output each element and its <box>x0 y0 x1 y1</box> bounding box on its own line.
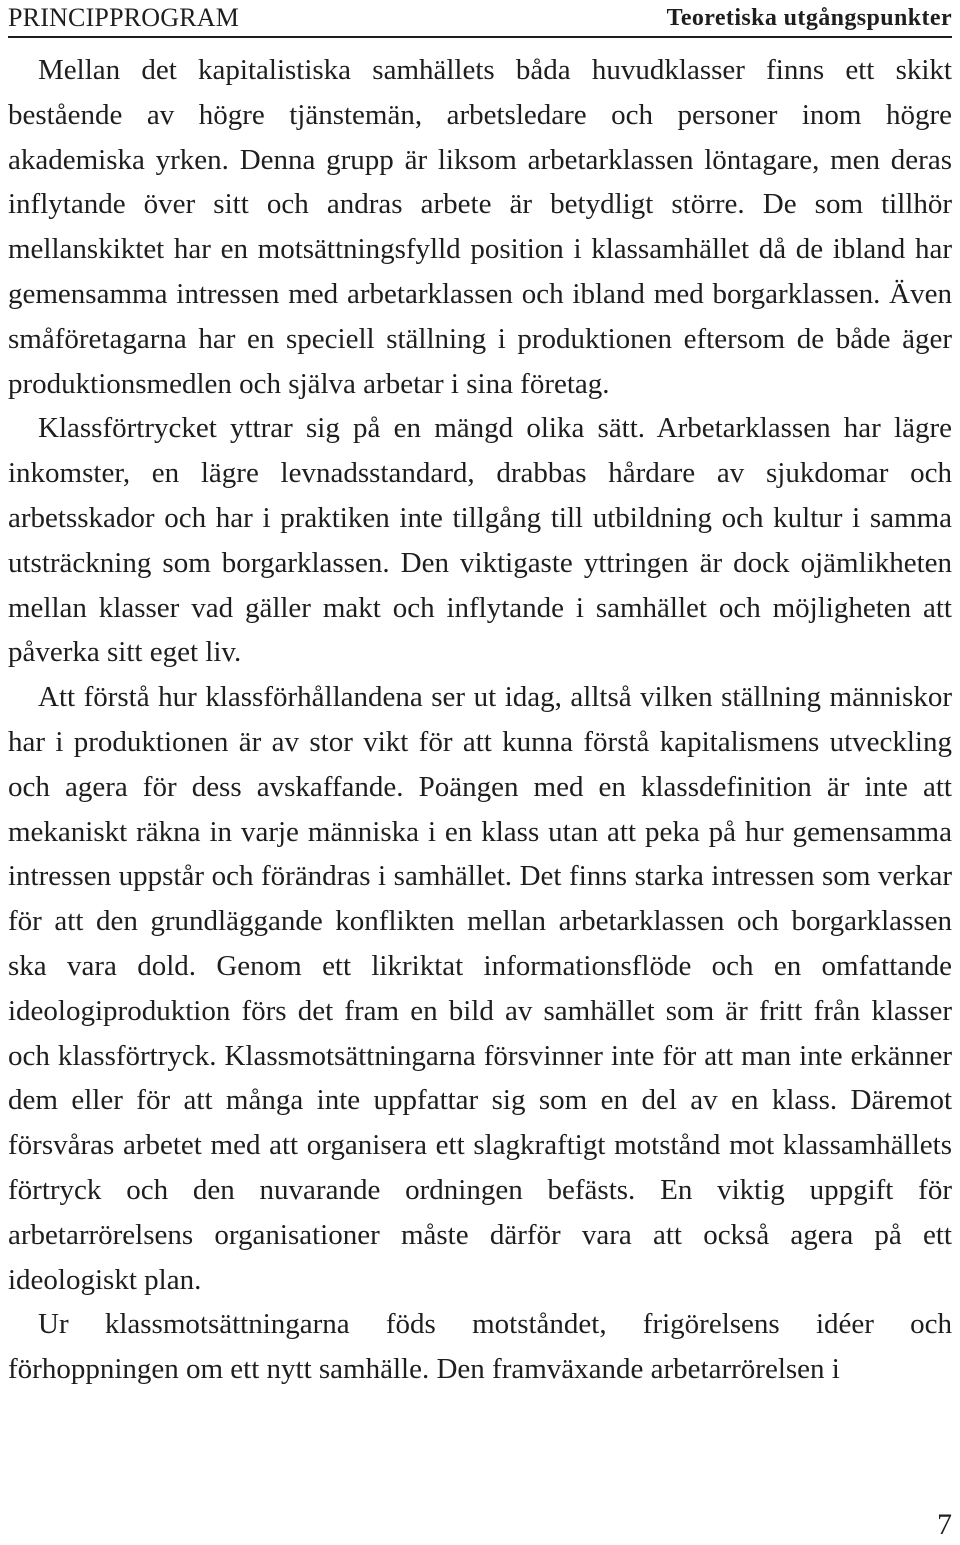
page-header <box>8 0 952 38</box>
paragraph-resistance: Ur klassmotsättningarna föds motståndet, frigörelsens idéer och förhoppningen om ett nytt samhälle. Den framväxande arbetarrörelsen i <box>8 1308 952 1386</box>
page-number: 7 <box>937 1508 952 1541</box>
running-header-section: Teoretiska utgångspunkter <box>666 5 952 31</box>
running-header-title: PRINCIPPROGRAM <box>8 3 240 32</box>
paragraph-class-oppression: Klassförtrycket yttrar sig på en mängd olika sätt. Arbetarklassen har lägre inkomster, en lägre levnadsstandard, drabbas hårdare av sjukdomar och arbetsskador och har i praktiken inte tillgång till utbildning och kultur i samma utsträckning som borgarklassen. Den viktigaste yttringen är dock ojämlikheten mellan klasser vad gäller makt och inflytande i samhället och möjligheten att påverka sitt eget liv. <box>8 412 952 669</box>
paragraph-class-relations: Att förstå hur klassförhållandena ser ut idag, alltså vilken ställning människor har i produktionen är av stor vikt för att kunna förstå kapitalismens utveckling och agera för dess avskaffande. Poängen med en klassdefinition är inte att mekaniskt räkna in varje människa i en klass utan att peka på hur gemensamma intressen uppstår och förändras i samhället. Det finns starka intressen som verkar för att den grundläggande konflikten mellan arbetarklassen och borgarklassen ska vara dold. Genom ett likriktat informationsflöde och en omfattande ideologiproduktion förs det fram en bild av samhället som är fritt från klasser och klassförtryck. Klassmotsättningarna försvinner inte för att man inte erkänner dem eller för att många inte uppfattar sig som en del av en klass. Däremot försvåras arbetet med att organisera ett slagkraftigt motstånd mot klassamhällets förtryck och den nuvarande ordningen befästs. En viktig uppgift för arbetarrörelsens organisationer måste därför vara att också agera på ett ideologiskt plan. <box>8 681 952 1296</box>
paragraph-middle-strata: Mellan det kapitalistiska samhällets båda huvudklasser finns ett skikt bestående av högre tjänstemän, arbetsledare och personer inom högre akademiska yrken. Denna grupp är liksom arbetarklassen löntagare, men deras inflytande över sitt och andras arbete är betydligt större. De som tillhör mellanskiktet har en motsättningsfylld position i klassamhället då de ibland har gemensamma intressen med arbetarklassen och ibland med borgarklassen. Även småföretagarna har en speciell ställning i produktionen eftersom de både äger produktionsmedlen och själva arbetar i sina företag. <box>8 54 952 400</box>
body-text <box>8 48 952 1392</box>
